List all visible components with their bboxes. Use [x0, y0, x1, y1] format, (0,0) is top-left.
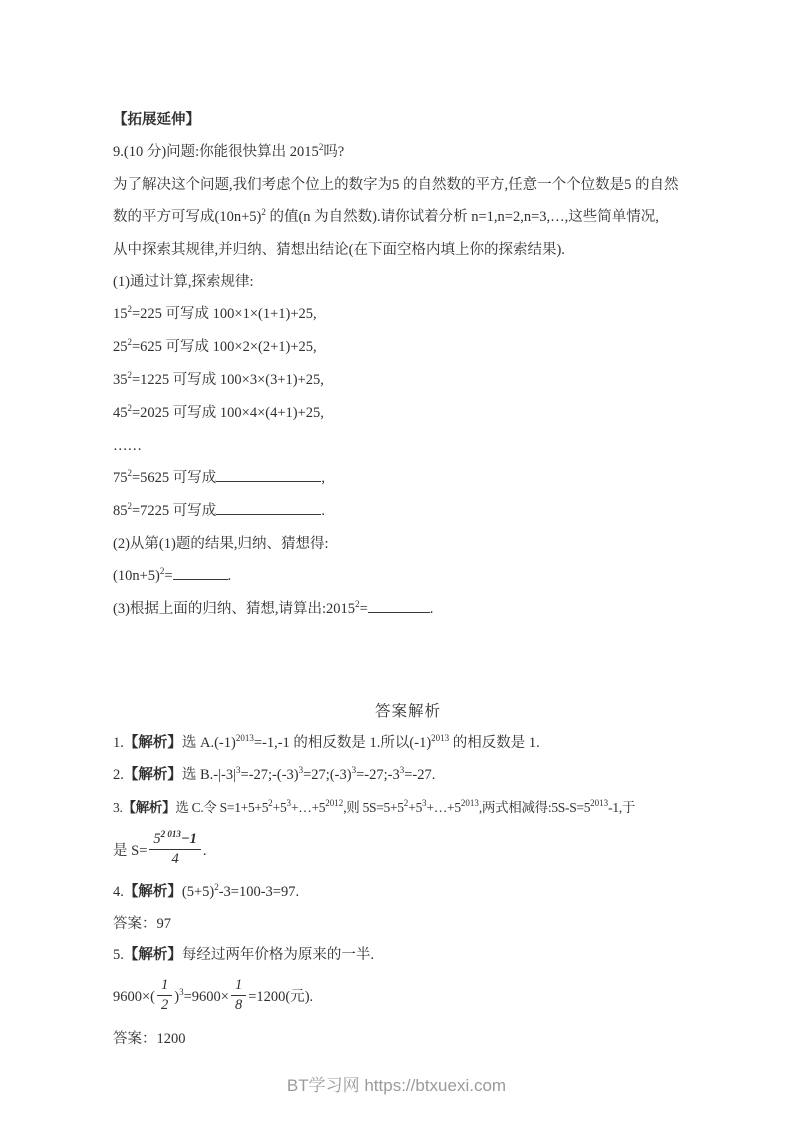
fraction-one-half: [157, 977, 172, 1014]
answer4-result: 答案：97: [113, 916, 171, 932]
pattern-eq-25: $25^2=625$ 可写成 100×2×(2+1)+25,: [113, 337, 317, 355]
question9-stem: 9.(10 分)问题:你能很快算出 2015$^2$吗?: [113, 142, 345, 160]
pattern-eq-35: $35^2=1225$ 可写成 100×3×(3+1)+25,: [113, 370, 324, 388]
answer5-eq-part1: 9600×(: [113, 989, 156, 1005]
answers-title: 答案解析: [374, 703, 441, 720]
answer5-eq-part2: )$^3$=9600×: [174, 987, 229, 1005]
part3-line: (3)根据上面的归纳、猜想,请算出$:2015^2=$ .: [113, 593, 703, 626]
fraction-numerator: 1: [231, 977, 246, 996]
answer1-line: 1.【解析】选 $A.(-1)^{2013}=-1,-1$ 的相反数是 1.所以$(-1)^{2013}$ 的相反数是 1.: [113, 733, 540, 751]
question9-para-line3: 从中探索其规律,并归纳、猜想出结论(在下面空格内填上你的探索结果).: [113, 242, 565, 258]
answer-blank: [368, 597, 430, 613]
fraction-numerator: $5^{2 013}-1$: [149, 831, 201, 850]
answer-blank: [173, 564, 228, 580]
answer4-line: 4.【解析】$(5+5)^2-3=100-3=97$.: [113, 882, 300, 900]
answer-blank: [216, 499, 321, 515]
ellipsis-line: ……: [113, 438, 142, 454]
pattern-eq-85: $85^2=7225$ 可写成 .: [113, 495, 703, 528]
answer3-line1: 3.【解析】选 C.令 $S=1+5+5^2+5^3+\dots+5^{2012}$,则 $5S=5+5^2+5^3+\dots+5^{2013}$,两式相减得$:5S-S=5^{2013}-1$,于: [113, 798, 636, 815]
answer5-eq-part3: =1200(元).: [248, 989, 314, 1005]
question9-para-line2: 数的平方可写成$(10n+5)^2$ 的值(n 为自然数).请你试着分析 n=1,n=2,n=3,…,这些简单情况,: [113, 207, 659, 225]
answer2-line: 2.【解析】选 $B.-|-3|^3=-27;-(-3)^3=27;(-3)^3=-27;-3^3=-27$.: [113, 765, 436, 783]
part1-label: (1)通过计算,探索规律:: [113, 274, 254, 290]
document-content: [113, 104, 703, 1055]
answer-blank: [216, 466, 321, 482]
fraction-denominator: 4: [171, 850, 179, 867]
footer-site-text: BT学习网 https://btxuexi.com: [286, 1076, 507, 1095]
fraction-denominator: 8: [234, 996, 243, 1013]
pattern-eq-75: $75^2=5625$ 可写成 ,: [113, 462, 703, 495]
answer5-result: 答案：1200: [113, 1031, 186, 1047]
fraction-5pow2013-over-4: [149, 831, 201, 868]
pattern-eq-45: $45^2=2025$ 可写成 100×4×(4+1)+25,: [113, 403, 324, 421]
part2-label: (2)从第(1)题的结果,归纳、猜想得:: [113, 536, 329, 552]
answer3-suffix: .: [202, 843, 207, 859]
answer5-equation: [113, 971, 703, 1024]
fraction-one-eighth: [231, 977, 246, 1014]
pattern-eq-15: $15^2=225$ 可写成 100×1×(1+1)+25,: [113, 304, 317, 322]
part2-formula: $(10n+5)^2=$ .: [113, 560, 703, 593]
answer3-prefix: 是 S=: [113, 843, 148, 859]
answer5-line: 5.【解析】每经过两年价格为原来的一半.: [113, 947, 374, 963]
fraction-numerator: 1: [157, 977, 172, 996]
fraction-denominator: 2: [161, 996, 169, 1013]
footer-watermark: [0, 1071, 793, 1096]
answer3-line2: [113, 825, 703, 877]
extension-header: 【拓展延伸】: [113, 112, 200, 128]
question9-para-line1: 为了解决这个问题,我们考虑个位上的数字为5 的自然数的平方,任意一个个位数是5 的自然: [113, 177, 679, 193]
